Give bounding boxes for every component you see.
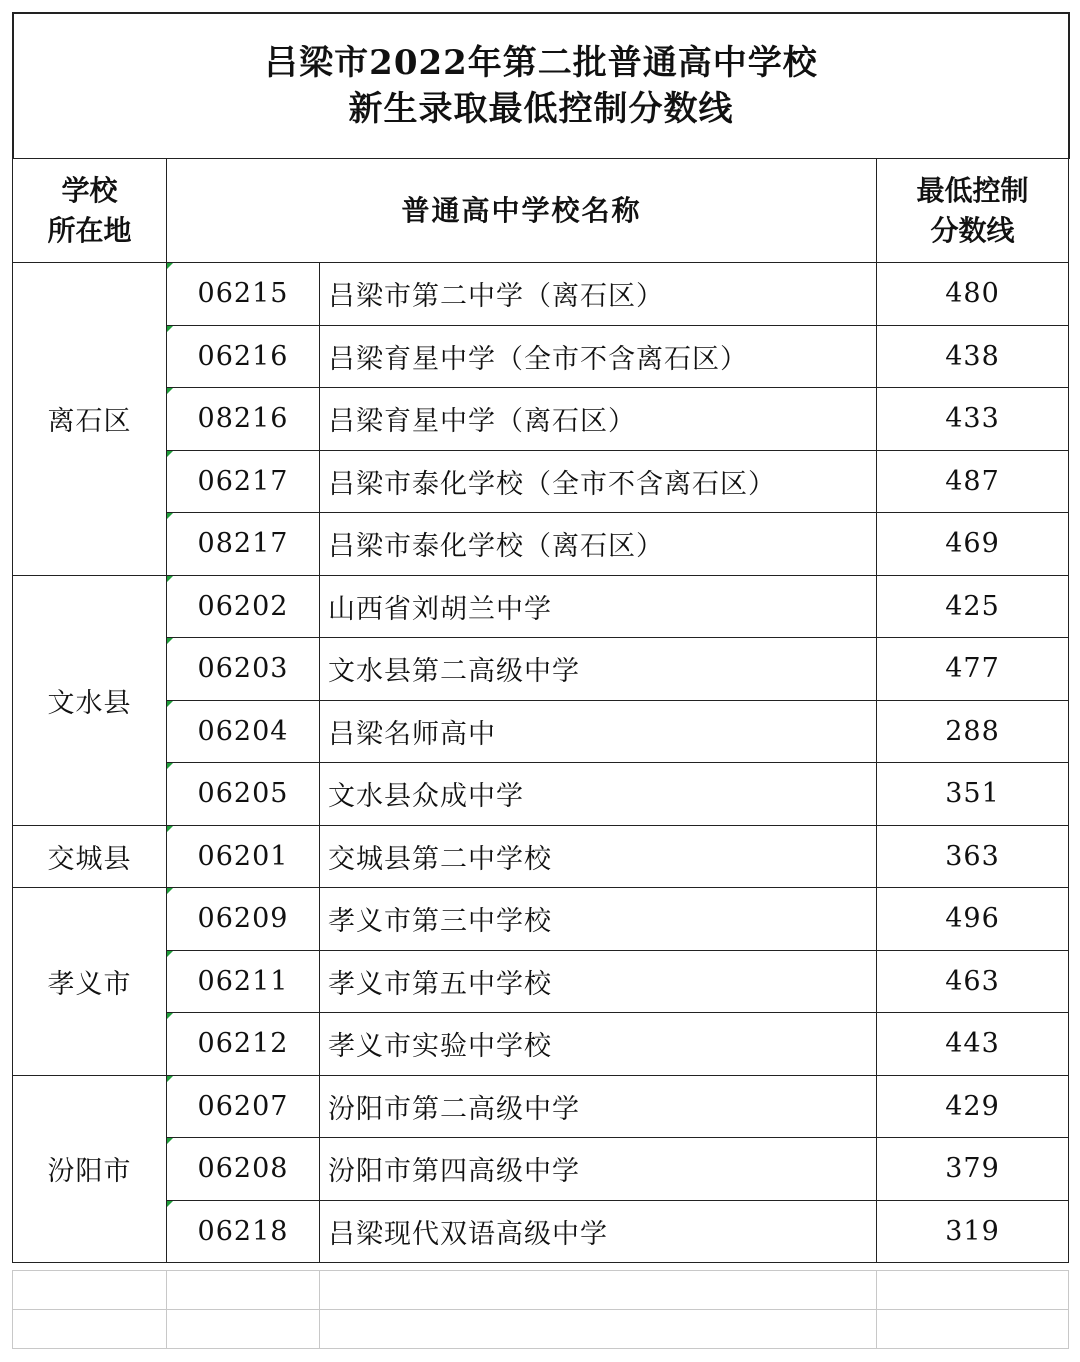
school-name-cell: 吕梁市第二中学（离石区） [320,263,877,326]
empty-row [13,1271,1069,1310]
table-row [13,888,1069,951]
school-code-cell: 06204 [167,700,320,763]
title-block [12,12,1070,159]
min-score-cell: 425 [877,575,1069,638]
empty-rows [12,1270,1069,1349]
school-code-cell: 06202 [167,575,320,638]
min-score-cell: 363 [877,825,1069,888]
header-location [13,159,167,263]
title-line-1: 吕梁市2022年第二批普通高中学校 [264,43,818,83]
school-code-cell: 06201 [167,825,320,888]
table-row [13,950,1069,1013]
min-score-cell: 480 [877,263,1069,326]
table-row [13,763,1069,826]
school-code-cell: 06207 [167,1075,320,1138]
table-row [13,325,1069,388]
header-location-text: 学校 所在地 [47,173,132,247]
min-score-cell: 379 [877,1138,1069,1201]
table-row [13,1138,1069,1201]
school-code-cell: 08217 [167,513,320,576]
min-score-cell: 463 [877,950,1069,1013]
district-cell: 离石区 [13,263,167,576]
school-name-cell: 文水县第二高级中学 [320,638,877,701]
table-row [13,575,1069,638]
school-code-cell: 06212 [167,1013,320,1076]
table-row [13,1200,1069,1263]
score-table [12,158,1069,1263]
school-name-cell: 吕梁育星中学（全市不含离石区） [320,325,877,388]
table-row [13,1013,1069,1076]
school-code-cell: 06203 [167,638,320,701]
table-row [13,450,1069,513]
empty-row [13,1310,1069,1349]
min-score-cell: 496 [877,888,1069,951]
school-name-cell: 汾阳市第二高级中学 [320,1075,877,1138]
district-cell: 汾阳市 [13,1075,167,1263]
school-name-cell: 孝义市实验中学校 [320,1013,877,1076]
school-code-cell: 06209 [167,888,320,951]
school-code-cell: 06215 [167,263,320,326]
school-name-cell: 孝义市第三中学校 [320,888,877,951]
table-row [13,700,1069,763]
table-row [13,263,1069,326]
district-cell: 孝义市 [13,888,167,1076]
table-row [13,638,1069,701]
min-score-cell: 438 [877,325,1069,388]
header-school-name [167,159,877,263]
school-code-cell: 06211 [167,950,320,1013]
school-name-cell: 汾阳市第四高级中学 [320,1138,877,1201]
school-name-cell: 山西省刘胡兰中学 [320,575,877,638]
table-row [13,513,1069,576]
min-score-cell: 469 [877,513,1069,576]
school-name-cell: 吕梁市泰化学校（离石区） [320,513,877,576]
min-score-cell: 477 [877,638,1069,701]
min-score-cell: 288 [877,700,1069,763]
title-line-2: 新生录取最低控制分数线 [348,89,734,129]
min-score-cell: 319 [877,1200,1069,1263]
header-min-score [877,159,1069,263]
school-name-cell: 文水县众成中学 [320,763,877,826]
header-min-score-text: 最低控制 分数线 [916,173,1029,247]
school-code-cell: 06208 [167,1138,320,1201]
school-code-cell: 06205 [167,763,320,826]
school-name-cell: 交城县第二中学校 [320,825,877,888]
min-score-cell: 351 [877,763,1069,826]
school-name-cell: 吕梁名师高中 [320,700,877,763]
min-score-cell: 433 [877,388,1069,451]
school-code-cell: 08216 [167,388,320,451]
table-row [13,1075,1069,1138]
school-name-cell: 孝义市第五中学校 [320,950,877,1013]
min-score-cell: 487 [877,450,1069,513]
district-cell: 文水县 [13,575,167,825]
school-name-cell: 吕梁育星中学（离石区） [320,388,877,451]
school-code-cell: 06216 [167,325,320,388]
school-code-cell: 06218 [167,1200,320,1263]
score-sheet [12,12,1068,1352]
header-school-name-text: 普通高中学校名称 [401,193,642,227]
table-row [13,388,1069,451]
table-row [13,825,1069,888]
school-name-cell: 吕梁现代双语高级中学 [320,1200,877,1263]
district-cell: 交城县 [13,825,167,888]
min-score-cell: 443 [877,1013,1069,1076]
header-row [13,159,1069,263]
school-name-cell: 吕梁市泰化学校（全市不含离石区） [320,450,877,513]
min-score-cell: 429 [877,1075,1069,1138]
school-code-cell: 06217 [167,450,320,513]
